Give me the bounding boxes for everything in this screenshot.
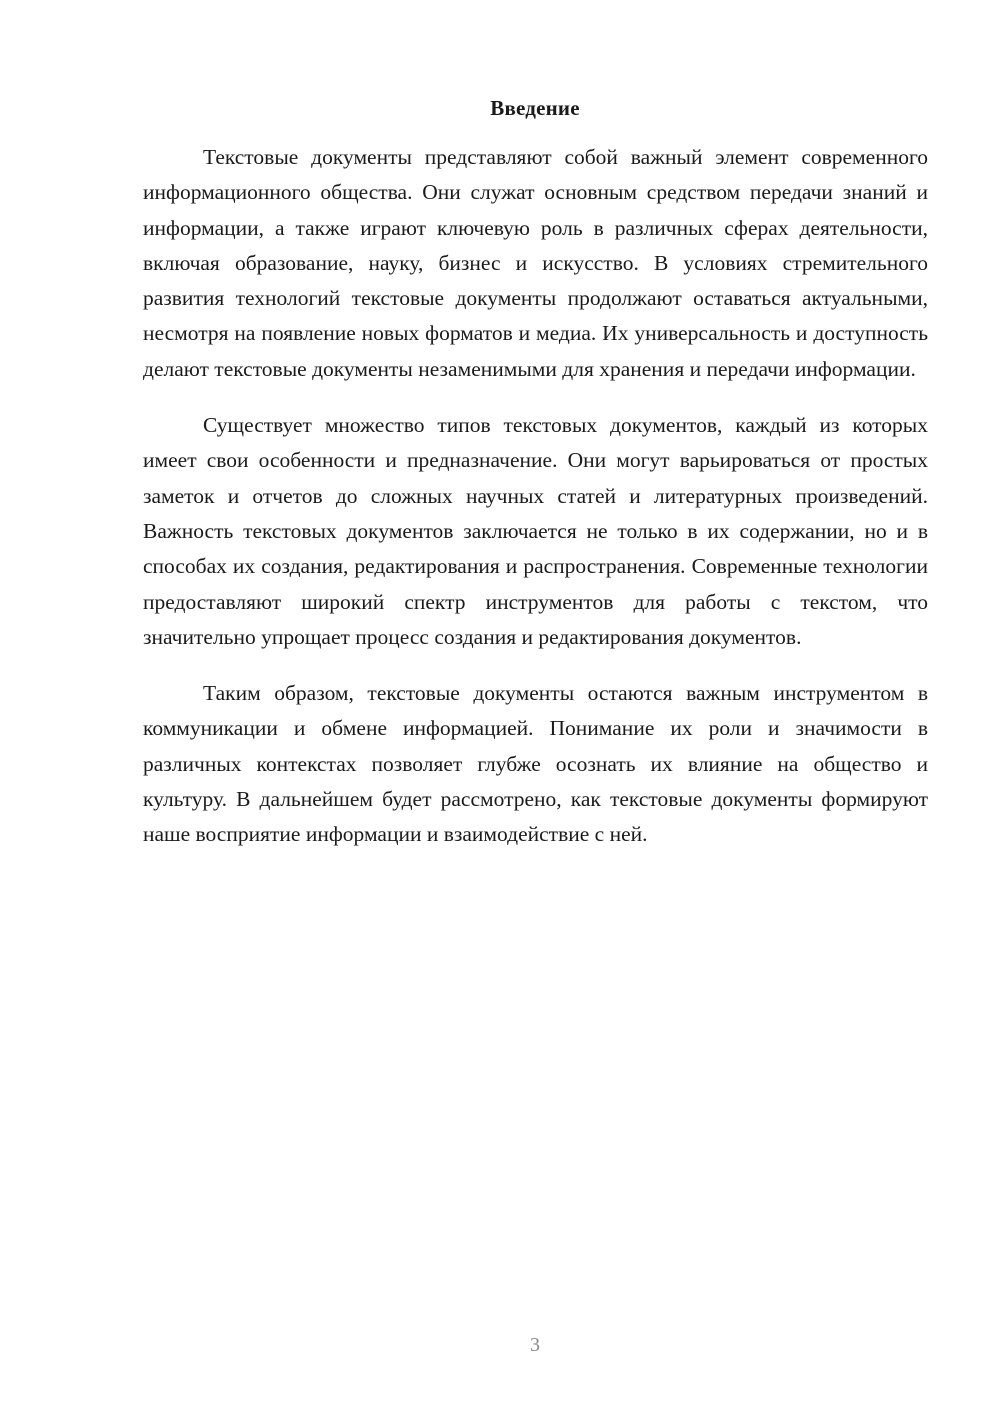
body-text [143,140,928,874]
paragraph-3: Таким образом, текстовые документы остаются важным инструментом в коммуникации и обмене информацией. Понимание их роли и значимости в различных контекстах позволяет глубже осознать их влияние на общество и культуру. В дальнейшем будет рассмотрено, как текстовые документы формируют наше восприятие информации и взаимодействие с ней. [143,681,928,847]
paragraph-2: Существует множество типов текстовых документов, каждый из которых имеет свои особенности и предназначение. Они могут варьироваться от простых заметок и отчетов до сложных научных статей и литературных произведений. Важность текстовых документов заключается не только в их содержании, но и в способах их создания, редактирования и распространения. Современные технологии предоставляют широкий спектр инструментов для работы с текстом, что значительно упрощает процесс создания и редактирования документов. [143,413,928,649]
page-number: 3 [530,1334,540,1356]
paragraph-1: Текстовые документы представляют собой важный элемент современного информационного общества. Они служат основным средством передачи знаний и информации, а также играют ключевую роль в различных сферах деятельности, включая образование, науку, бизнес и искусство. В условиях стремительного развития технологий текстовые документы продолжают оставаться актуальными, несмотря на появление новых форматов и медиа. Их универсальность и доступность делают текстовые документы незаменимыми для хранения и передачи информации. [143,145,928,381]
section-heading: Введение [490,96,580,120]
